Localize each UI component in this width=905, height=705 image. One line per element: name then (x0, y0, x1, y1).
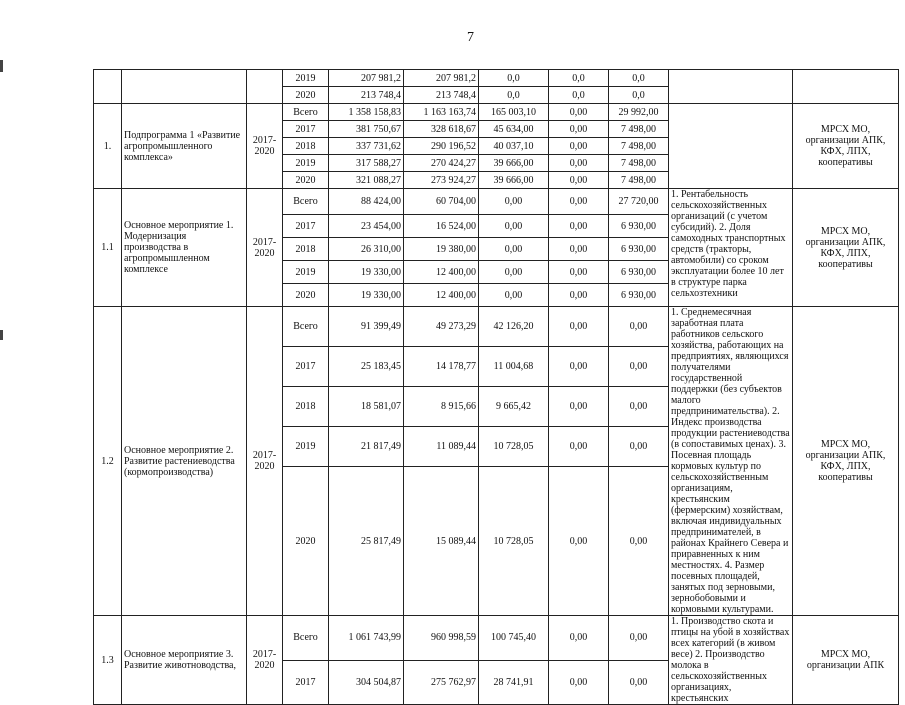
year-cell: 2020 (283, 87, 329, 104)
indicator-cell: 1. Рентабельность сельскохозяйственных организаций (с учетом субсидий). 2. Доля самоходных транспортных средств (тракторы, автомобили) со сроком эксплуатации более 10 лет в структуре парка сельхозтехники (669, 189, 793, 307)
indicator-cell (669, 70, 793, 104)
period-cell: 2017-2020 (247, 616, 283, 705)
amount-mun: 0,00 (549, 261, 609, 284)
amount-fed: 213 748,4 (404, 87, 479, 104)
amount-reg: 10 728,05 (479, 427, 549, 467)
amount-reg: 39 666,00 (479, 172, 549, 189)
amount-fed: 8 915,66 (404, 387, 479, 427)
amount-other: 0,00 (609, 347, 669, 387)
amount-other: 0,00 (609, 307, 669, 347)
table-row (94, 616, 899, 661)
executor-cell: МРСХ МО, организации АПК, КФХ, ЛПХ, кооперативы (793, 189, 899, 307)
year-cell: 2020 (283, 467, 329, 616)
amount-reg: 0,00 (479, 215, 549, 238)
amount-mun: 0,0 (549, 87, 609, 104)
amount-total: 88 424,00 (329, 189, 404, 215)
item-name: Основное мероприятие 1. Модернизация производства в агропромышленном комплексе (122, 189, 247, 307)
year-cell: 2019 (283, 70, 329, 87)
amount-total: 207 981,2 (329, 70, 404, 87)
year-cell: Всего (283, 104, 329, 121)
table-row (94, 70, 899, 87)
amount-other: 7 498,00 (609, 121, 669, 138)
amount-fed: 207 981,2 (404, 70, 479, 87)
amount-total: 26 310,00 (329, 238, 404, 261)
year-cell: Всего (283, 616, 329, 661)
item-name: Подпрограмма 1 «Развитие агропромышленного комплекса» (122, 104, 247, 189)
amount-fed: 14 178,77 (404, 347, 479, 387)
amount-fed: 19 380,00 (404, 238, 479, 261)
item-number: 1.2 (94, 307, 122, 616)
amount-total: 317 588,27 (329, 155, 404, 172)
amount-fed: 15 089,44 (404, 467, 479, 616)
year-cell: 2018 (283, 387, 329, 427)
indicator-cell: 1. Среднемесячная заработная плата работников сельского хозяйства, работающих на предприятиях, являющихся получателями государственной поддержки (без субъектов малого предпринимательства). 2. Индекс производства продукции растениеводства (в сопоставимых ценах). 3. Посевная площадь кормовых культур по сельскохозяйственным организациям, крестьянским (фермерским) хозяйствам, включая индивидуальных предпринимателей, в районах Крайнего Севера и приравненных к ним местностях. 4. Размер посевных площадей, занятых под зерновыми, зернобобовыми и кормовыми культурами. (669, 307, 793, 616)
item-number: 1.3 (94, 616, 122, 705)
amount-total: 337 731,62 (329, 138, 404, 155)
item-name (122, 70, 247, 104)
indicator-cell (669, 104, 793, 189)
amount-reg: 0,0 (479, 70, 549, 87)
year-cell: 2017 (283, 347, 329, 387)
amount-reg: 9 665,42 (479, 387, 549, 427)
table-row (94, 307, 899, 347)
item-number (94, 70, 122, 104)
year-cell: 2019 (283, 155, 329, 172)
amount-other: 0,0 (609, 70, 669, 87)
binding-mark (0, 330, 3, 340)
period-cell: 2017-2020 (247, 189, 283, 307)
item-number: 1. (94, 104, 122, 189)
amount-mun: 0,00 (549, 387, 609, 427)
amount-other: 6 930,00 (609, 261, 669, 284)
amount-fed: 960 998,59 (404, 616, 479, 661)
amount-other: 27 720,00 (609, 189, 669, 215)
budget-table (93, 69, 899, 705)
amount-mun: 0,0 (549, 70, 609, 87)
amount-reg: 39 666,00 (479, 155, 549, 172)
binding-mark (0, 60, 3, 72)
amount-fed: 60 704,00 (404, 189, 479, 215)
executor-cell (793, 70, 899, 104)
page-number: 7 (467, 30, 474, 45)
year-cell: 2017 (283, 121, 329, 138)
year-cell: Всего (283, 307, 329, 347)
amount-total: 19 330,00 (329, 284, 404, 307)
amount-fed: 275 762,97 (404, 660, 479, 705)
amount-total: 1 061 743,99 (329, 616, 404, 661)
amount-reg: 100 745,40 (479, 616, 549, 661)
amount-total: 91 399,49 (329, 307, 404, 347)
year-cell: 2018 (283, 238, 329, 261)
amount-reg: 0,00 (479, 284, 549, 307)
amount-total: 381 750,67 (329, 121, 404, 138)
amount-total: 321 088,27 (329, 172, 404, 189)
amount-mun: 0,00 (549, 307, 609, 347)
amount-total: 25 817,49 (329, 467, 404, 616)
amount-mun: 0,00 (549, 215, 609, 238)
amount-other: 7 498,00 (609, 155, 669, 172)
item-number: 1.1 (94, 189, 122, 307)
amount-mun: 0,00 (549, 121, 609, 138)
indicator-cell: 1. Производство скота и птицы на убой в хозяйствах всех категорий (в живом весе) 2. Производство молока в сельскохозяйственных организациях, крестьянских (669, 616, 793, 705)
year-cell: Всего (283, 189, 329, 215)
amount-other: 0,00 (609, 616, 669, 661)
amount-mun: 0,00 (549, 467, 609, 616)
amount-total: 21 817,49 (329, 427, 404, 467)
amount-fed: 49 273,29 (404, 307, 479, 347)
amount-total: 23 454,00 (329, 215, 404, 238)
amount-fed: 273 924,27 (404, 172, 479, 189)
executor-cell: МРСХ МО, организации АПК (793, 616, 899, 705)
year-cell: 2020 (283, 172, 329, 189)
year-cell: 2020 (283, 284, 329, 307)
amount-total: 25 183,45 (329, 347, 404, 387)
amount-fed: 11 089,44 (404, 427, 479, 467)
amount-mun: 0,00 (549, 155, 609, 172)
amount-other: 0,00 (609, 660, 669, 705)
amount-mun: 0,00 (549, 427, 609, 467)
amount-reg: 0,00 (479, 238, 549, 261)
amount-reg: 165 003,10 (479, 104, 549, 121)
amount-mun: 0,00 (549, 660, 609, 705)
amount-total: 304 504,87 (329, 660, 404, 705)
amount-total: 19 330,00 (329, 261, 404, 284)
table-row (94, 189, 899, 215)
item-name: Основное мероприятие 3. Развитие животноводства, (122, 616, 247, 705)
year-cell: 2017 (283, 660, 329, 705)
amount-mun: 0,00 (549, 138, 609, 155)
amount-fed: 290 196,52 (404, 138, 479, 155)
year-cell: 2019 (283, 261, 329, 284)
executor-cell: МРСХ МО, организации АПК, КФХ, ЛПХ, кооперативы (793, 307, 899, 616)
amount-mun: 0,00 (549, 172, 609, 189)
amount-reg: 0,00 (479, 189, 549, 215)
amount-mun: 0,00 (549, 104, 609, 121)
amount-reg: 42 126,20 (479, 307, 549, 347)
amount-reg: 0,00 (479, 261, 549, 284)
year-cell: 2017 (283, 215, 329, 238)
year-cell: 2019 (283, 427, 329, 467)
amount-other: 0,00 (609, 387, 669, 427)
amount-fed: 328 618,67 (404, 121, 479, 138)
amount-mun: 0,00 (549, 238, 609, 261)
amount-other: 6 930,00 (609, 284, 669, 307)
amount-other: 0,00 (609, 427, 669, 467)
amount-mun: 0,00 (549, 347, 609, 387)
amount-fed: 12 400,00 (404, 284, 479, 307)
amount-other: 6 930,00 (609, 238, 669, 261)
amount-fed: 12 400,00 (404, 261, 479, 284)
amount-other: 29 992,00 (609, 104, 669, 121)
amount-reg: 0,0 (479, 87, 549, 104)
amount-other: 0,0 (609, 87, 669, 104)
amount-other: 0,00 (609, 467, 669, 616)
amount-total: 18 581,07 (329, 387, 404, 427)
amount-mun: 0,00 (549, 616, 609, 661)
period-cell: 2017-2020 (247, 307, 283, 616)
amount-total: 213 748,4 (329, 87, 404, 104)
amount-fed: 1 163 163,74 (404, 104, 479, 121)
amount-mun: 0,00 (549, 189, 609, 215)
amount-reg: 40 037,10 (479, 138, 549, 155)
amount-reg: 10 728,05 (479, 467, 549, 616)
period-cell: 2017-2020 (247, 104, 283, 189)
executor-cell: МРСХ МО, организации АПК, КФХ, ЛПХ, кооперативы (793, 104, 899, 189)
year-cell: 2018 (283, 138, 329, 155)
amount-reg: 28 741,91 (479, 660, 549, 705)
amount-fed: 16 524,00 (404, 215, 479, 238)
amount-reg: 11 004,68 (479, 347, 549, 387)
table-row (94, 104, 899, 121)
amount-reg: 45 634,00 (479, 121, 549, 138)
amount-other: 7 498,00 (609, 138, 669, 155)
amount-other: 6 930,00 (609, 215, 669, 238)
item-name: Основное мероприятие 2. Развитие растениеводства (кормопроизводства) (122, 307, 247, 616)
amount-other: 7 498,00 (609, 172, 669, 189)
period-cell (247, 70, 283, 104)
amount-mun: 0,00 (549, 284, 609, 307)
amount-total: 1 358 158,83 (329, 104, 404, 121)
amount-fed: 270 424,27 (404, 155, 479, 172)
